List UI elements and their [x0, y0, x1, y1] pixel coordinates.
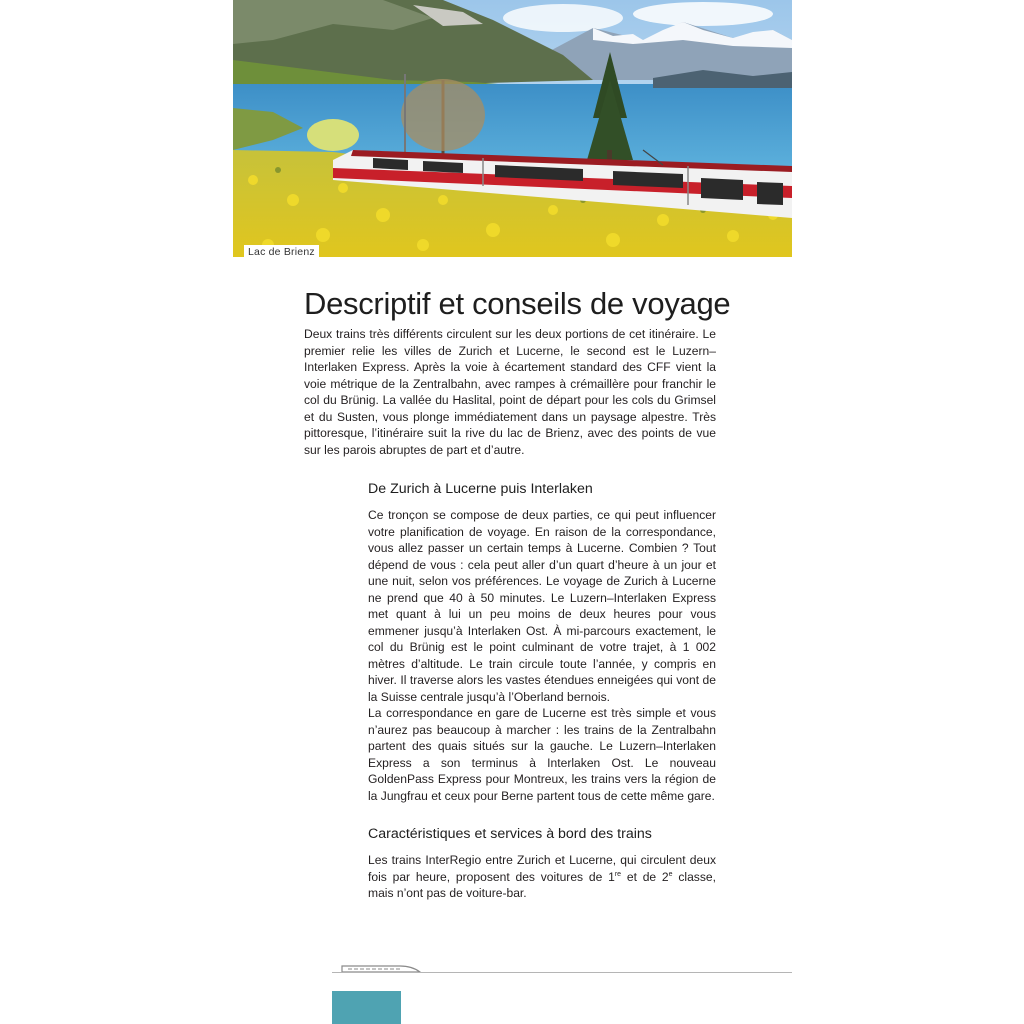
text-part: Les trains InterRegio entre Zurich et Lucerne, qui circulent deux fois par heure, proposent des voitures de 1	[368, 853, 716, 884]
section-paragraph	[368, 852, 716, 902]
section-onboard-services	[368, 826, 716, 902]
lake-brienz-photo	[233, 0, 792, 257]
section-paragraph: Ce tronçon se compose de deux parties, ce qui peut influencer votre planification de voyage. En raison de la correspondance, vous allez passer un certain temps à Lucerne. Combien ? Tout dépend de vous : cela peut aller d’un quart d’heure à un jour et une nuit, selon vos préférences. Le voyage de Zurich à Lucerne ne prend que 40 à 50 minutes. Le Luzern–Interlaken Express met quant à lui un peu moins de deux heures pour vous emmener jusqu’à Interlaken Ost. À mi-parcours exactement, le col du Brünig est le point culminant de votre trajet, à 1 002 mètres d’altitude. Le train circule toute l’année, y compris en hiver. Il traverse alors les vastes étendues enneigées qui vont de la Suisse centrale jusqu’à l’Oberland bernois.	[368, 508, 716, 704]
train-icon	[340, 961, 424, 980]
intro-paragraph: Deux trains très différents circulent sur les deux portions de cet itinéraire. Le premier relie les villes de Zurich et Lucerne, le second est le Luzern–Interlaken Express. Après la voie à écartement standard des CFF vient la voie métrique de la Zentralbahn, avec rampes à crémaillère pour franchir le col du Brünig. La vallée du Haslital, point de départ pour les cols du Grimsel et du Susten, vous plonge immédiatement dans un paysage alpestre. Très pittoresque, l’itinéraire suit la rive du lac de Brienz, avec des points de vue sur les parois abruptes de part et d’autre.	[304, 327, 716, 457]
section-paragraph: La correspondance en gare de Lucerne est très simple et vous n’aurez pas beaucoup à marcher : les trains de la Zentralbahn partent des quais situés sur la gauche. Le Luzern–Interlaken Express a son terminus à Interlaken Ost. Le nouveau GoldenPass Express pour Montreux, les trains vers la région de la Jungfrau et ceux pour Berne partent tous de cette même gare.	[368, 706, 716, 803]
text-part: et de 2	[621, 869, 669, 884]
superscript-second: e	[668, 870, 673, 878]
section-zurich-lucerne	[368, 481, 716, 804]
superscript-first: re	[614, 870, 622, 878]
footer-rule	[332, 972, 792, 973]
text-part: classe, mais n’ont pas de voiture-bar.	[368, 869, 716, 900]
page-title: Descriptif et conseils de voyage	[304, 286, 731, 321]
section-heading: De Zurich à Lucerne puis Interlaken	[368, 481, 593, 497]
section-heading: Caractéristiques et services à bord des trains	[368, 826, 652, 842]
photo-caption: Lac de Brienz	[244, 245, 319, 259]
page-tab-marker	[332, 991, 401, 1024]
